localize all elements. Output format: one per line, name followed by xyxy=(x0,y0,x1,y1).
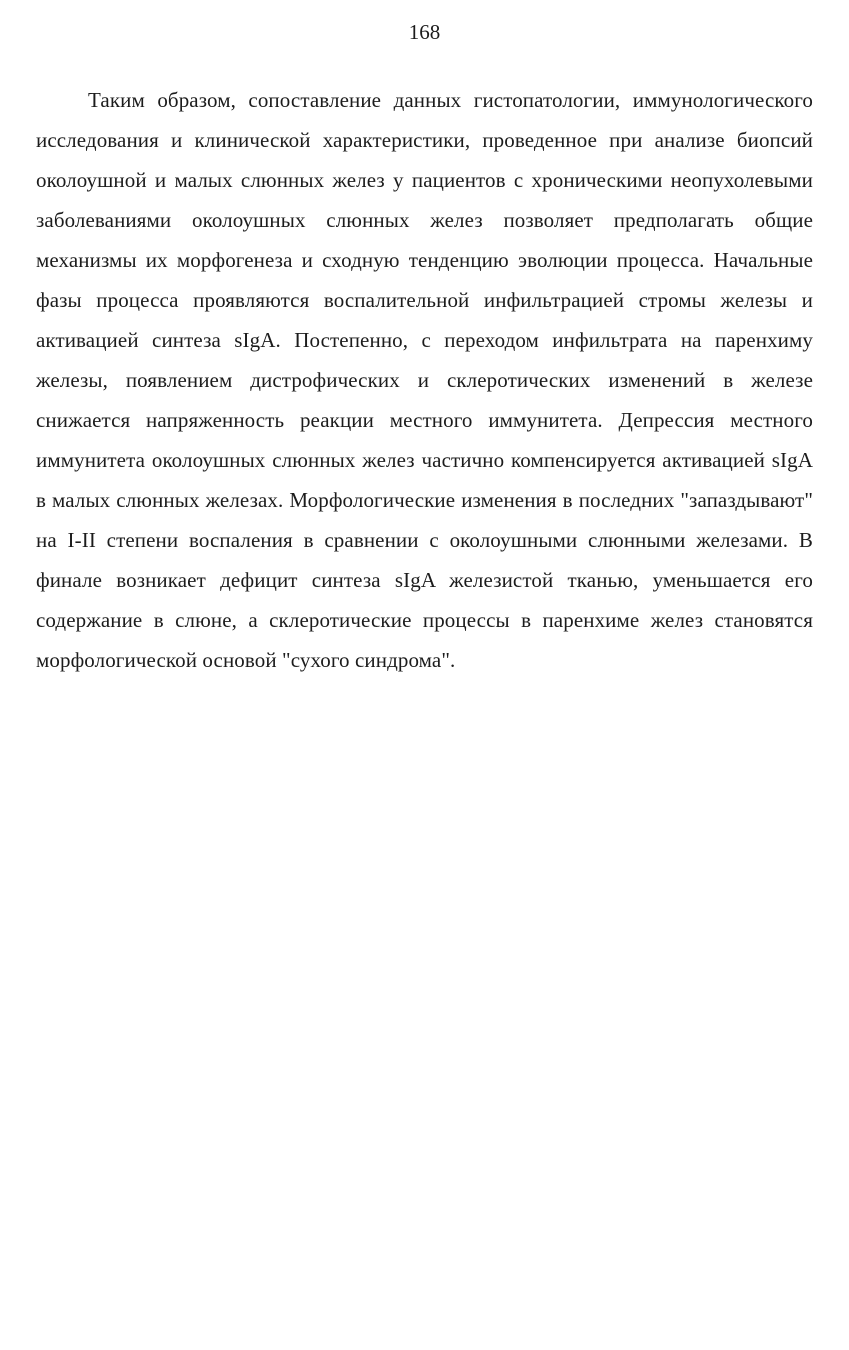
body-paragraph: Таким образом, сопоставление данных гистопатологии, иммунологического исследования и клинической характеристики, проведенное при анализе биопсий околоушной и малых слюнных желез у пациентов с хроническими неопухолевыми заболеваниями околоушных слюнных желез позволяет предполагать общие механизмы их морфогенеза и сходную тенденцию эволюции процесса. Начальные фазы процесса проявляются воспалительной инфильтрацией стромы железы и активацией синтеза sIgA. Постепенно, с переходом инфильтрата на паренхиму железы, появлением дистрофических и склеротических изменений в железе снижается напряженность реакции местного иммунитета. Депрессия местного иммунитета околоушных слюнных желез частично компенсируется активацией sIgA в малых слюнных железах. Морфологические изменения в последних "запаздывают" на I-II степени воспаления в сравнении с околоушными слюнными железами. В финале возникает дефицит синтеза sIgA железистой тканью, уменьшается его содержание в слюне, а склеротические процессы в паренхиме желез становятся морфологической основой "сухого синдрома". xyxy=(36,88,813,672)
page-number: 168 xyxy=(408,20,441,44)
